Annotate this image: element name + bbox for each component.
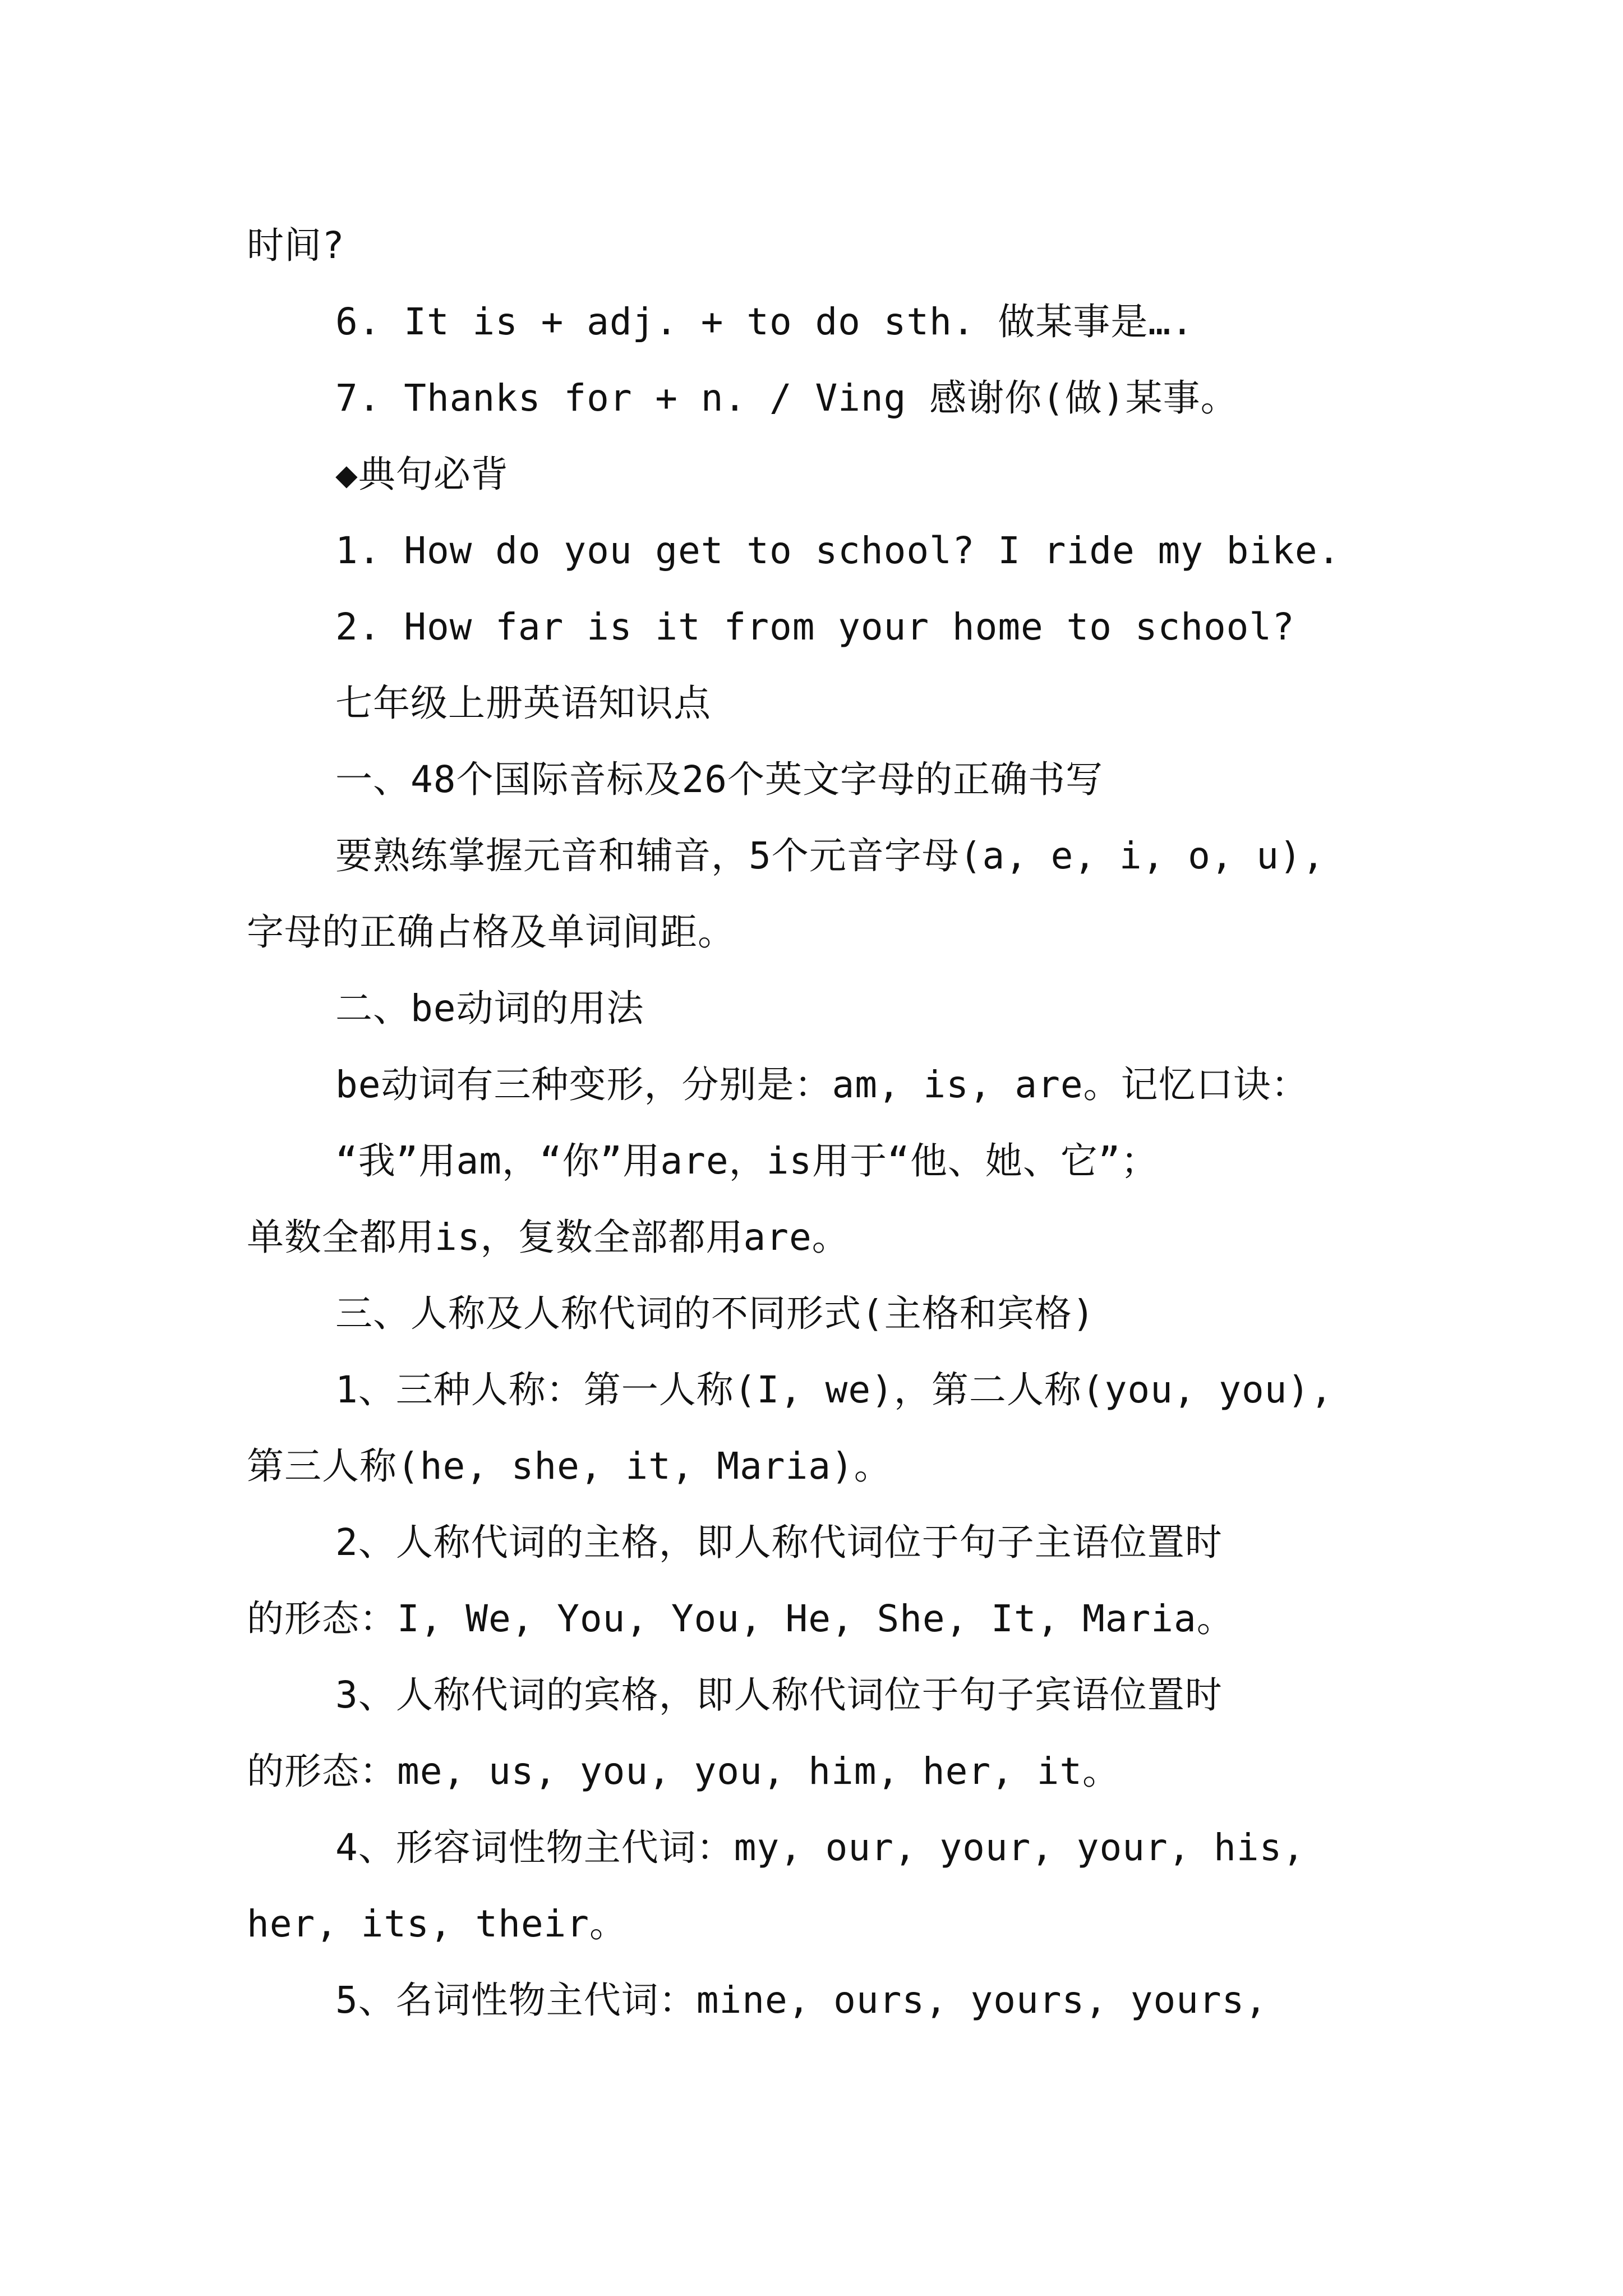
text-line-6: 2. How far is it from your home to school? [335,605,1295,648]
text-line-10: 字母的正确占格及单词间距。 [247,910,735,954]
text-line-5: 1. How do you get to school? I ride my bike. [335,529,1341,572]
section-heading-key-sentences: ◆典句必背 [335,453,509,496]
text-line-14: 单数全都用is，复数全部都用are。 [247,1216,850,1259]
heading-be-verb: 二、be动词的用法 [335,987,644,1030]
text-line-1: 时间? [247,224,345,267]
text-line-9: 要熟练掌握元音和辅音，5个元音字母(a, e, i, o, u), [335,834,1325,877]
heading-pronouns: 三、人称及人称代词的不同形式(主格和宾格) [335,1292,1095,1335]
text-line-24: 5、名词性物主代词：mine, ours, yours, yours, [335,1978,1268,2022]
text-line-12: be动词有三种变形，分别是：am, is, are。记忆口诀： [335,1063,1309,1106]
text-line-13: “我”用am，“你”用are，is用于“他、她、它”； [335,1139,1159,1182]
text-line-2: 6. It is + adj. + to do sth. 做某事是…. [335,300,1194,343]
text-line-17: 第三人称(he, she, it, Maria)。 [247,1444,892,1488]
text-line-18: 2、人称代词的主格，即人称代词位于句子主语位置时 [335,1521,1223,1564]
section-title: 七年级上册英语知识点 [335,682,711,725]
text-line-21: 的形态：me, us, you, you, him, her, it。 [247,1750,1121,1793]
text-line-20: 3、人称代词的宾格，即人称代词位于句子宾语位置时 [335,1673,1223,1717]
text-line-16: 1、三种人称：第一人称(I, we)，第二人称(you, you), [335,1368,1333,1411]
text-line-23: her, its, their。 [247,1902,628,1945]
heading-phonetics: 一、48个国际音标及26个英文字母的正确书写 [335,758,1103,801]
text-line-3: 7. Thanks for + n. / Ving 感谢你(做)某事。 [335,376,1238,420]
text-line-22: 4、形容词性物主代词：my, our, your, your, his, [335,1826,1306,1869]
text-line-19: 的形态：I, We, You, You, He, She, It, Maria。 [247,1597,1234,1640]
